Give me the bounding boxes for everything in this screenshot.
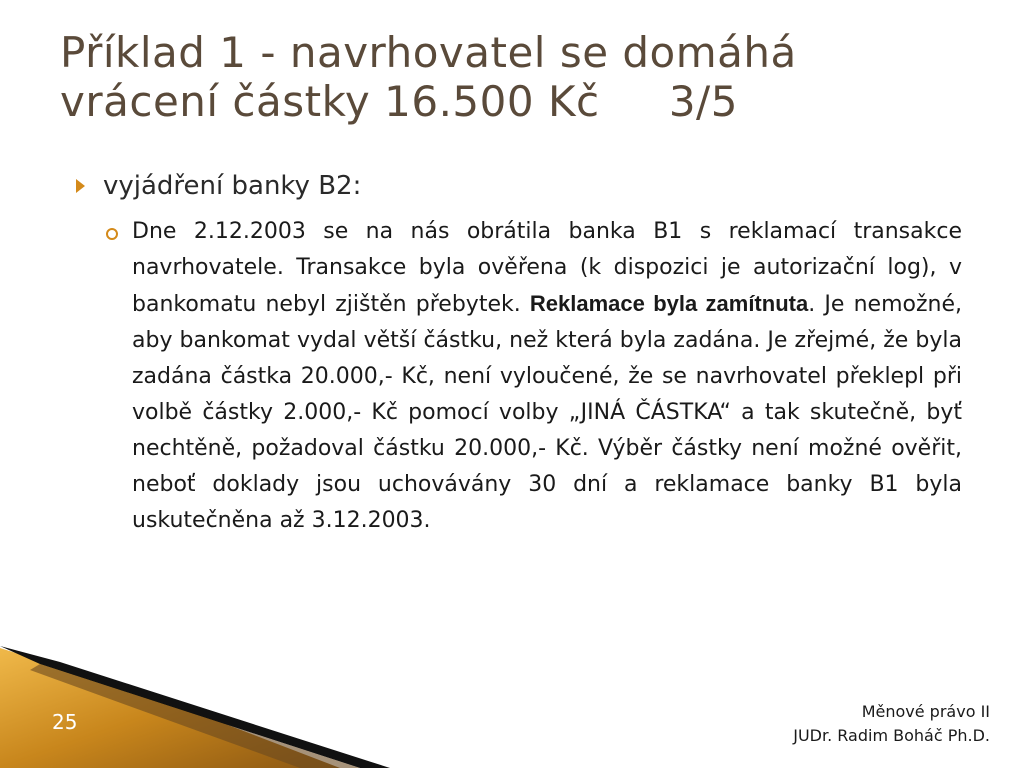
paragraph-emphasis: Reklamace byla zamítnuta [529, 291, 809, 316]
paragraph-part-1: Dne 2.12.2003 se na nás obrátila banka B1 s reklamací transakce navrhovatele. Transakce byla ověřena (k dispozici je autorizační log), v bankomatu nebyl zjištěn přebytek. [132, 219, 962, 317]
bullet-level-1-text: vyjádření banky B2: [103, 171, 362, 201]
paragraph-part-2: . Je nemožné, aby bankomat vydal větší částku, než která byla zadána. Je zřejmé, že byla zadána částka 20.000,- Kč, není vyloučené, že se navrhovatel překlepl při volbě částky 2.000,- Kč pomocí volby „JINÁ ČÁSTKA“ a tak skutečně, byť nechtěně, požadoval částku 20.000,- Kč. Výběr částky není možné ověřit, neboť doklady jsou uchovávány 30 dní a reklamace banky B1 byla uskutečněna až 3.12.2003. [132, 292, 962, 533]
footer-author: JUDr. Radim Boháč Ph.D. [793, 726, 990, 745]
triangle-bullet-icon [76, 179, 85, 193]
footer [793, 700, 990, 748]
slide-number: 25 [52, 710, 78, 734]
footer-course: Měnové právo II [861, 702, 990, 721]
bullet-level-2-paragraph [132, 214, 962, 539]
bullet-level-1 [76, 171, 361, 201]
slide-title [60, 28, 1000, 126]
slide-title-line-1: Příklad 1 - navrhovatel se domáhá [60, 28, 797, 77]
circle-bullet-icon [106, 228, 118, 240]
slide-title-line-2: vrácení částky 16.500 Kč 3/5 [60, 77, 738, 126]
